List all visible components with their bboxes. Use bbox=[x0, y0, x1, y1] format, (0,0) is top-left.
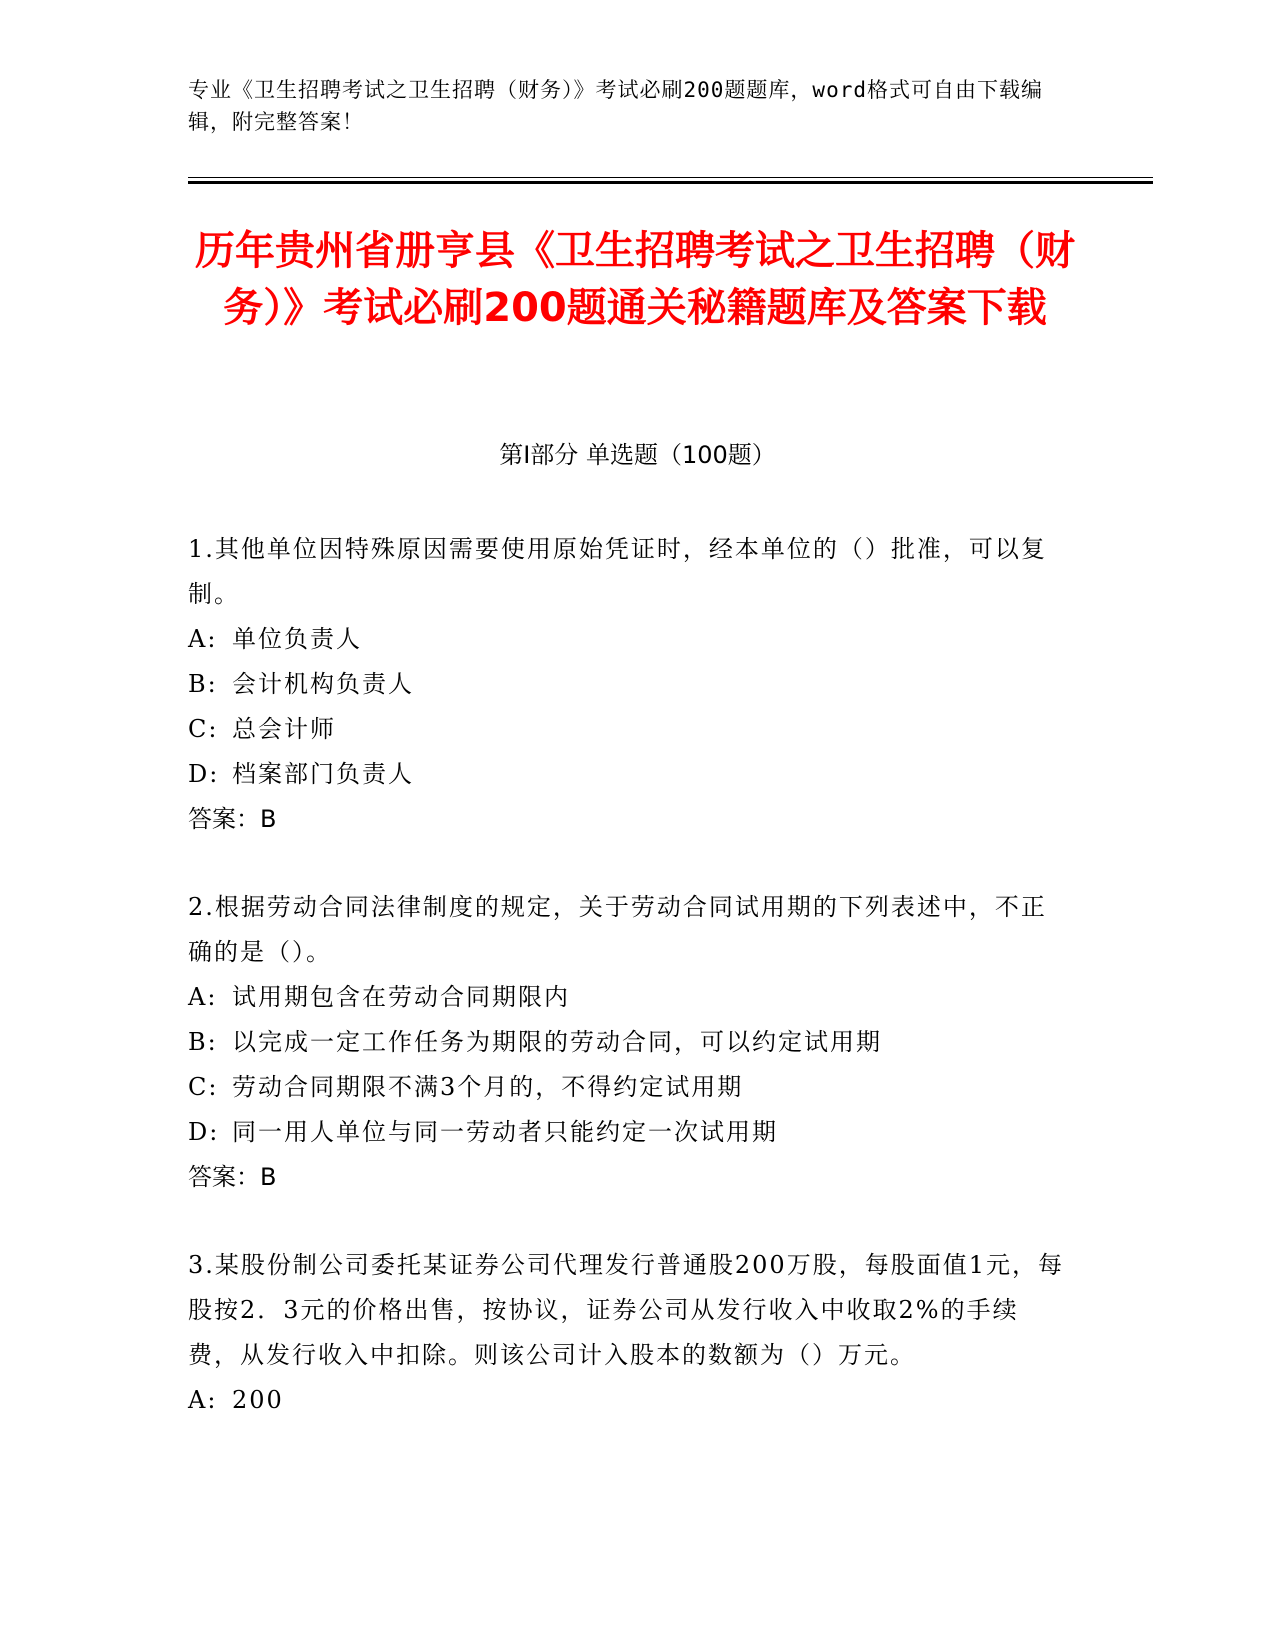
question-3 bbox=[188, 1243, 1068, 1423]
option-text: 会计机构负责人 bbox=[232, 670, 414, 698]
option-key: A: bbox=[188, 625, 218, 653]
question-stem: 3.某股份制公司委托某证券公司代理发行普通股200万股，每股面值1元，每股按2．3元的价格出售，按协议，证券公司从发行收入中收取2%的手续费，从发行收入中扣除。则该公司计入股本的数额为（）万元。 bbox=[188, 1251, 1064, 1369]
option-key: C: bbox=[188, 715, 219, 743]
option-text: 以完成一定工作任务为期限的劳动合同，可以约定试用期 bbox=[232, 1028, 882, 1056]
option-key: D: bbox=[188, 1118, 220, 1146]
option-text: 劳动合同期限不满3个月的，不得约定试用期 bbox=[232, 1073, 744, 1101]
option-text: 档案部门负责人 bbox=[232, 760, 414, 788]
answer: 答案：B bbox=[188, 1163, 277, 1191]
answer: 答案：B bbox=[188, 805, 277, 833]
option-b bbox=[188, 662, 1068, 707]
option-b bbox=[188, 1020, 1068, 1065]
option-c bbox=[188, 707, 1068, 752]
question-1 bbox=[188, 527, 1068, 842]
option-a bbox=[188, 1378, 1068, 1423]
section-title: 第I部分 单选题（100题） bbox=[499, 441, 776, 469]
question-2 bbox=[188, 885, 1068, 1200]
header-divider-thin bbox=[188, 177, 1153, 178]
option-c bbox=[188, 1065, 1068, 1110]
option-key: D: bbox=[188, 760, 220, 788]
option-key: A: bbox=[188, 983, 218, 1011]
option-d bbox=[188, 1110, 1068, 1155]
header-note: 专业《卫生招聘考试之卫生招聘（财务）》考试必刷200题题库，word格式可自由下载编辑，附完整答案！ bbox=[188, 78, 1043, 134]
question-stem: 1.其他单位因特殊原因需要使用原始凭证时，经本单位的（）批准，可以复制。 bbox=[188, 535, 1047, 608]
option-a bbox=[188, 617, 1068, 662]
question-list bbox=[188, 527, 1068, 1466]
option-text: 总会计师 bbox=[232, 715, 336, 743]
option-key: B: bbox=[188, 1028, 218, 1056]
option-text: 200 bbox=[232, 1386, 284, 1414]
option-a bbox=[188, 975, 1068, 1020]
option-d bbox=[188, 752, 1068, 797]
option-key: C: bbox=[188, 1073, 219, 1101]
header-divider-thick bbox=[188, 181, 1153, 184]
option-text: 单位负责人 bbox=[232, 625, 362, 653]
option-text: 同一用人单位与同一劳动者只能约定一次试用期 bbox=[232, 1118, 778, 1146]
question-stem: 2.根据劳动合同法律制度的规定，关于劳动合同试用期的下列表述中，不正确的是（）。 bbox=[188, 893, 1047, 966]
option-text: 试用期包含在劳动合同期限内 bbox=[232, 983, 570, 1011]
document-title: 历年贵州省册亨县《卫生招聘考试之卫生招聘（财务）》考试必刷200题通关秘籍题库及答案下载 bbox=[195, 228, 1075, 331]
option-key: A: bbox=[188, 1386, 218, 1414]
option-key: B: bbox=[188, 670, 218, 698]
